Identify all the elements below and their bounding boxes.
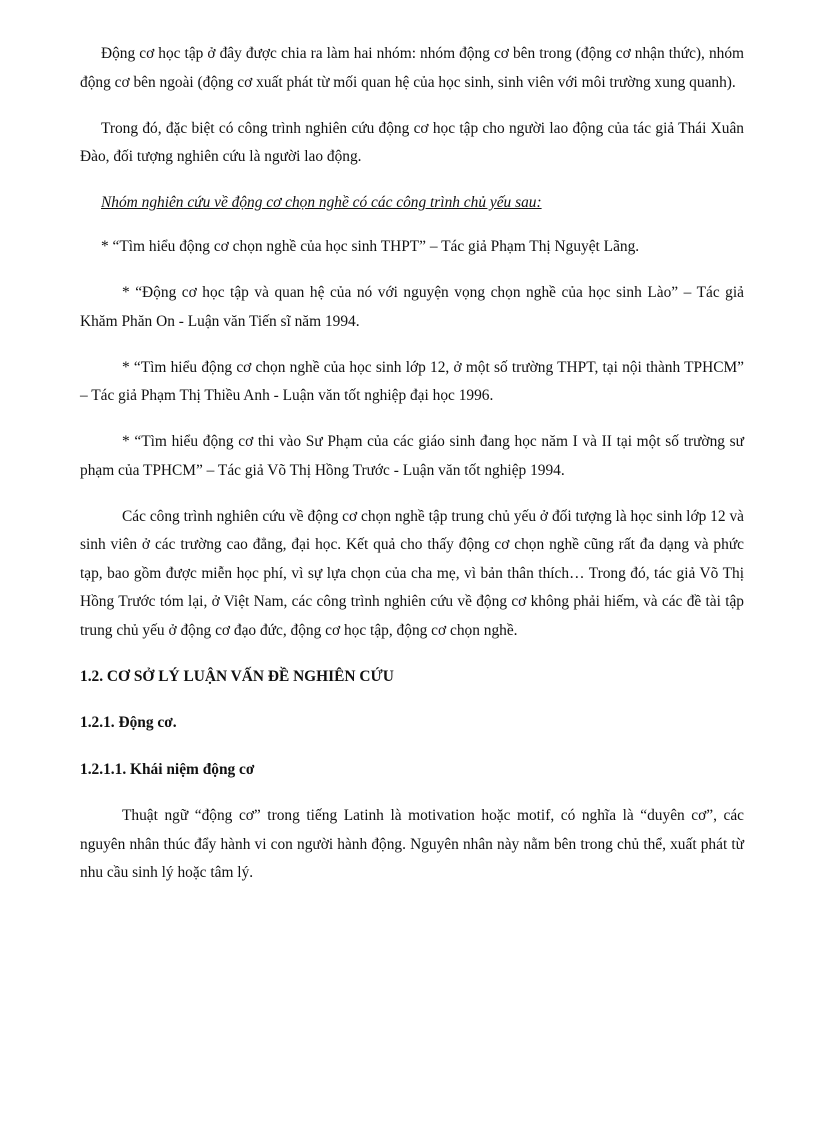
section-heading-theoretical-basis: 1.2. CƠ SỞ LÝ LUẬN VẤN ĐỀ NGHIÊN CỨU (80, 667, 394, 685)
work-item-2: * “Động cơ học tập và quan hệ của nó với nguyện vọng chọn nghề của học sinh Lào” – Tác giả Khăm Phăn On - Luận văn Tiến sĩ năm 1994. (80, 284, 744, 330)
paragraph-thai-xuan-dao-study: Trong đó, đặc biệt có công trình nghiên cứu động cơ học tập cho người lao động của tác giả Thái Xuân Đào, đối tượng nghiên cứu là người lao động. (80, 119, 744, 165)
paragraph-research-summary: Các công trình nghiên cứu về động cơ chọn nghề tập trung chủ yếu ở đối tượng là học sinh lớp 12 và sinh viên ở các trường cao đẳng, đại học. Kết quả cho thấy động cơ chọn nghề cũng rất đa dạng và phức tạp, bao gồm được miễn học phí, vì sự lựa chọn của cha mẹ, vì bản thân thích… Trong đó, tác giả Võ Thị Hồng Trước tóm lại, ở Việt Nam, các công trình nghiên cứu về động cơ không phải hiếm, và các đề tài tập trung chủ yếu ở động cơ đạo đức, động cơ học tập, động cơ chọn nghề. (80, 507, 744, 639)
subsection-heading-motivation: 1.2.1. Động cơ. (80, 714, 177, 731)
work-item-3: * “Tìm hiểu động cơ chọn nghề của học sinh lớp 12, ở một số trường THPT, tại nội thành TPHCM” – Tác giả Phạm Thị Thiều Anh - Luận văn tốt nghiệp đại học 1996. (80, 358, 744, 404)
document-page (80, 40, 744, 905)
work-item-1: * “Tìm hiểu động cơ chọn nghề của học sinh THPT” – Tác giả Phạm Thị Nguyệt Lãng. (101, 238, 640, 255)
paragraph-motivation-definition: Thuật ngữ “động cơ” trong tiếng Latinh là motivation hoặc motif, có nghĩa là “duyên cơ”, các nguyên nhân thúc đẩy hành vi con người hành động. Nguyên nhân này nằm bên trong chủ thể, xuất phát từ nhu cầu sinh lý hoặc tâm lý. (80, 807, 744, 881)
subsubsection-heading-motivation-concept: 1.2.1.1. Khái niệm động cơ (80, 760, 255, 778)
subheading-career-choice-research: Nhóm nghiên cứu về động cơ chọn nghề có các công trình chủ yếu sau: (101, 194, 542, 211)
paragraph-learning-motivation-groups: Động cơ học tập ở đây được chia ra làm hai nhóm: nhóm động cơ bên trong (động cơ nhận thức), nhóm động cơ bên ngoài (động cơ xuất phát từ mối quan hệ của học sinh, sinh viên với môi trường xung quanh). (80, 45, 744, 91)
work-item-4: * “Tìm hiểu động cơ thi vào Sư Phạm của các giáo sinh đang học năm I và II tại một số trường sư phạm của TPHCM” – Tác giả Võ Thị Hồng Trước - Luận văn tốt nghiệp 1994. (80, 433, 744, 479)
